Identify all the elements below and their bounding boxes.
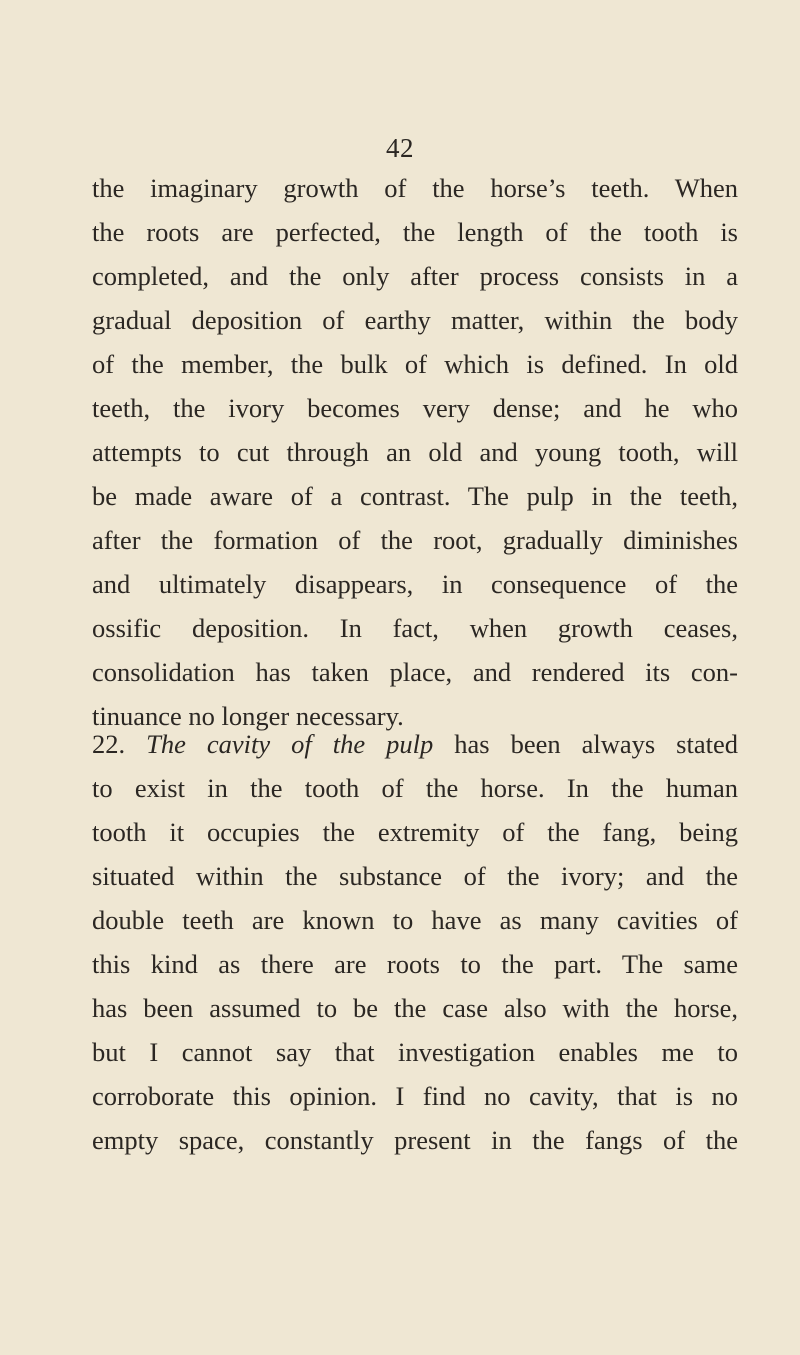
paragraph-one-line-7: attempts to cut through an old and young tooth, will <box>92 437 738 467</box>
paragraph-one-line-12: consolidation has taken place, and rendered its con- <box>92 657 738 687</box>
paragraph-one-line-5: of the member, the bulk of which is defined. In old <box>92 349 738 379</box>
paragraph-two-line-1-rest: has been always stated <box>454 729 738 759</box>
paragraph-two-line-1 <box>92 722 738 766</box>
paragraph-one-line-6: teeth, the ivory becomes very dense; and he who <box>92 393 738 423</box>
paragraph-one-line-3: completed, and the only after process consists in a <box>92 261 738 291</box>
section-title: The cavity of the pulp <box>146 729 434 759</box>
paragraph-two-line-8: but I cannot say that investigation enables me to <box>92 1037 738 1067</box>
paragraph-one-line-8: be made aware of a contrast. The pulp in the teeth, <box>92 481 738 511</box>
paragraph-one-line-2: the roots are perfected, the length of the tooth is <box>92 217 738 247</box>
paragraph-two-line-3: tooth it occupies the extremity of the fang, being <box>92 817 738 847</box>
paragraph-two-line-6: this kind as there are roots to the part. The same <box>92 949 738 979</box>
paragraph-two-line-2: to exist in the tooth of the horse. In the human <box>92 773 738 803</box>
paragraph-one-line-1: the imaginary growth of the horse’s teeth. When <box>92 173 738 203</box>
paragraph-two-line-5: double teeth are known to have as many cavities of <box>92 905 738 935</box>
paragraph-one-line-9: after the formation of the root, gradually diminishes <box>92 525 738 555</box>
paragraph-two-line-4: situated within the substance of the ivory; and the <box>92 861 738 891</box>
page-number: 42 <box>386 133 414 163</box>
paragraph-one-line-11: ossific deposition. In fact, when growth ceases, <box>92 613 738 643</box>
section-number: 22. <box>92 729 126 759</box>
paragraph-two <box>92 722 738 1162</box>
paragraph-two-line-7: has been assumed to be the case also with the horse, <box>92 993 738 1023</box>
paragraph-one-line-13: tinuance no longer necessary. <box>92 701 404 731</box>
paragraph-one-line-4: gradual deposition of earthy matter, within the body <box>92 305 738 335</box>
paragraph-one-line-10: and ultimately disappears, in consequence of the <box>92 569 738 599</box>
paragraph-two-line-9: corroborate this opinion. I find no cavity, that is no <box>92 1081 738 1111</box>
paragraph-one <box>92 166 738 738</box>
paragraph-two-line-10: empty space, constantly present in the fangs of the <box>92 1125 738 1155</box>
